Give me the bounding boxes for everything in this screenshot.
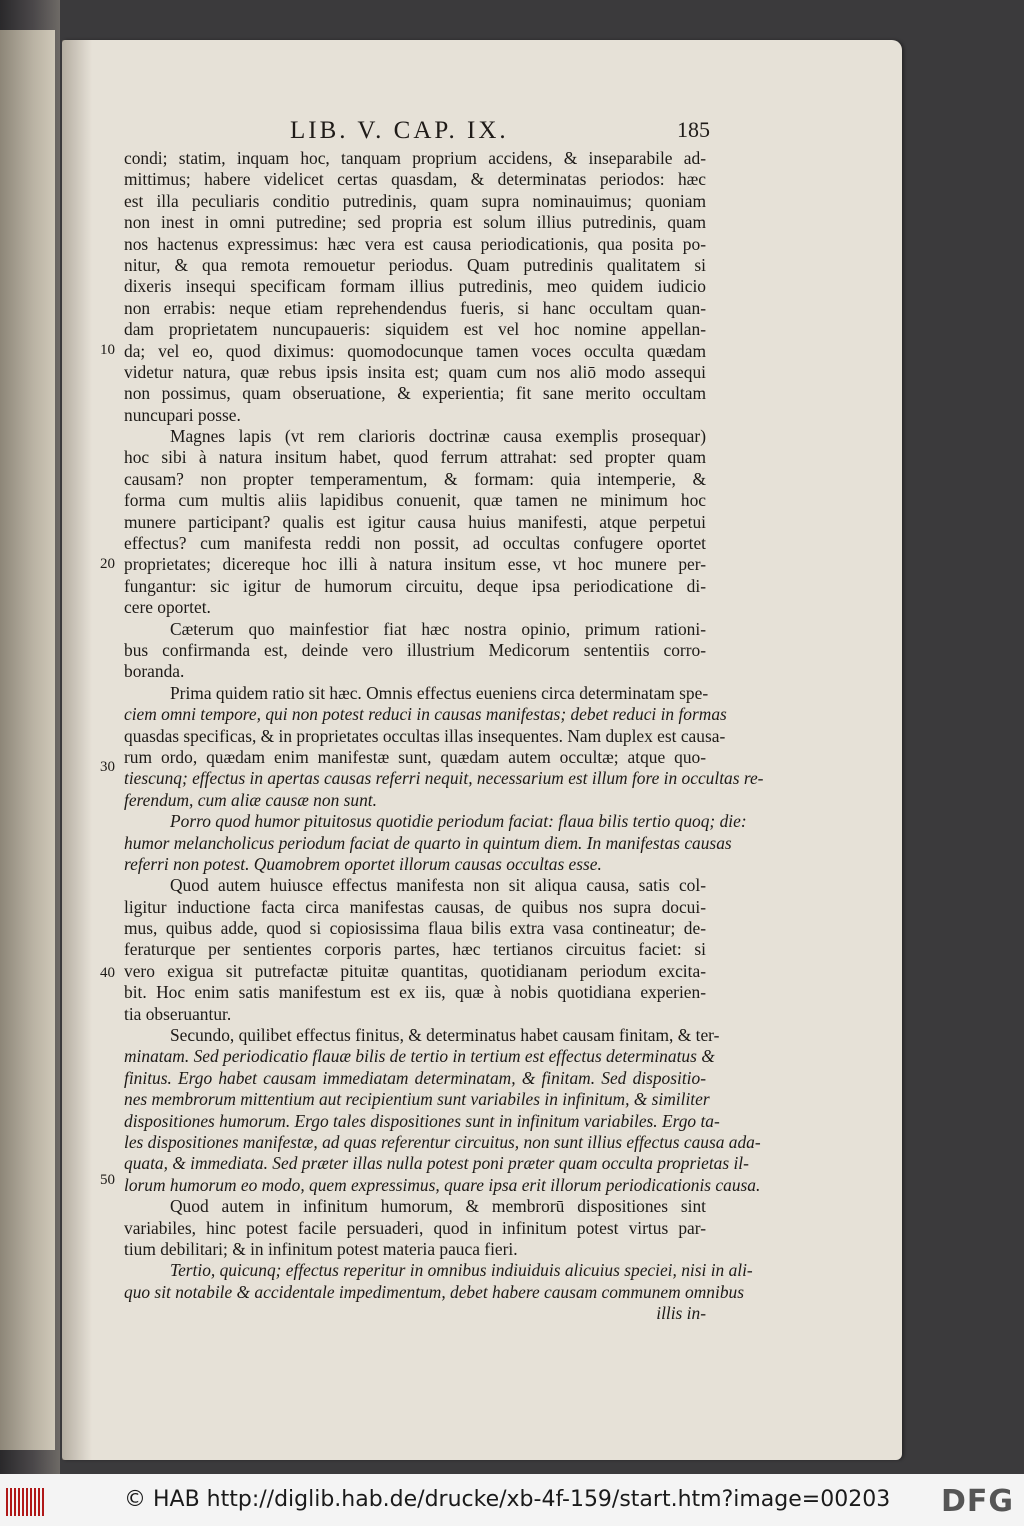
text-line: causam? non propter temperamentum, & formam: quia intemperie, & (124, 468, 706, 489)
text-line: vero exigua sit putrefactæ pituitæ quantitas, quotidianam periodum excita- (124, 960, 706, 981)
page-gutter-shadow (62, 40, 92, 1460)
text-line: effectus? cum manifesta reddi non possit, ad occultas confugere oportet (124, 533, 706, 554)
text-line: nos hactenus expressimus: hæc vera est causa periodicationis, qua posita po- (124, 233, 706, 254)
viewer-footer (0, 1474, 1024, 1526)
text-line: Porro quod humor pituitosus quotidie periodum faciat: flaua bilis tertio quoq; die: (170, 811, 747, 832)
text-line: non errabis: neque etiam reprehendendus fueris, si hanc occultam quan- (124, 297, 706, 318)
text-line: quo sit notabile & accidentale impedimentum, debet habere causam communem omnibus (124, 1281, 744, 1302)
text-line: minatam. Sed periodicatio flauæ bilis de tertio in tertium est effectus determinatus & (124, 1046, 715, 1067)
text-line: dam proprietatem nuncupaueris: siquidem est vel hoc nomine appellan- (124, 319, 706, 340)
text-line: Prima quidem ratio sit hæc. Omnis effectus eueniens circa determinatam spe- (170, 682, 709, 703)
text-line: bus confirmanda est, deinde vero illustrium Medicorum sententiis corro- (124, 639, 706, 660)
text-line: cere oportet. (124, 597, 211, 618)
line-number: 10 (100, 342, 115, 358)
copyright-url[interactable]: © HAB http://diglib.hab.de/drucke/xb-4f-159/start.htm?image=00203 (124, 1487, 891, 1512)
text-line: humor melancholicus periodum faciat de quarto in quintum diem. In manifestas causas (124, 832, 732, 853)
text-line: non inest in omni putredine; sed propria est solum illius putredinis, quam (124, 212, 706, 233)
text-line: Tertio, quicunq; effectus reperitur in omnibus indiuiduis alicuius speciei, nisi in ali- (170, 1260, 753, 1281)
text-line: forma cum multis aliis lapidibus conuenit, quæ tamen ne minimum hoc (124, 490, 706, 511)
text-line: Quod autem in infinitum humorum, & membrorū dispositiones sint (170, 1196, 706, 1217)
line-number: 20 (100, 556, 115, 572)
line-number: 50 (100, 1172, 115, 1188)
text-line: Secundo, quilibet effectus finitus, & determinatus habet causam finitam, & ter- (170, 1025, 720, 1046)
text-line: tia obseruantur. (124, 1003, 232, 1024)
text-line: ferendum, cum aliæ causæ non sunt. (124, 789, 377, 810)
text-line: les dispositiones manifestæ, ad quas referentur circuitus, non sunt illius effectus causa ada- (124, 1131, 761, 1152)
text-line: quasdas specificas, & in proprietates occultas illas insequentes. Nam duplex est causa- (124, 725, 726, 746)
dfg-logo: DFG (940, 1484, 1014, 1519)
text-line: finitus. Ergo habet causam immediatam determinatam, & finitam. Sed dispositio- (124, 1067, 706, 1088)
text-line: quata, & immediata. Sed præter illas nulla potest poni præter quam occulta proprietas il- (124, 1153, 749, 1174)
text-line: Quod autem huiusce effectus manifesta non sit aliqua causa, satis col- (170, 875, 706, 896)
barcode-icon (6, 1488, 46, 1516)
body-text (124, 148, 764, 1324)
running-head-title: LIB. V. CAP. IX. (290, 117, 509, 144)
text-line: non possimus, quam obseruatione, & experientia; fit sane merito occultam (124, 383, 706, 404)
text-line: rum ordo, quædam enim manifestæ sunt, quædam autem occultæ; atque quo- (124, 746, 706, 767)
text-line: mus, quibus adde, quod si copiosissima flaua bilis extra vasa contineatur; de- (124, 918, 706, 939)
text-line: videtur natura, quæ rebus ipsis insita est; quam cum nos aliō modo assequi (124, 361, 706, 382)
text-line: fungantur: sic igitur de humorum circuitu, deque ipsa periodicatione di- (124, 575, 706, 596)
text-line: tiescunq; effectus in apertas causas referri nequit, necessarium est illum fore in occultas re- (124, 768, 764, 789)
text-line: nitur, & qua remota remouetur periodus. Quam putredinis qualitatem si (124, 254, 706, 275)
text-line: boranda. (124, 661, 185, 682)
text-line: nuncupari posse. (124, 404, 241, 425)
text-line: Cæterum quo mainfestior fiat hæc nostra opinio, primum rationi- (170, 618, 706, 639)
text-line: munere participant? qualis est igitur causa huius manifesti, atque perpetui (124, 511, 706, 532)
text-line: referri non potest. Quamobrem oportet illorum causas occultas esse. (124, 853, 602, 874)
running-head (290, 117, 710, 145)
text-line: variabiles, hinc potest facile persuaderi, quod in infinitum potest virtus par- (124, 1217, 706, 1238)
text-line: da; vel eo, quod diximus: quomodocunque tamen voces occulta quædam (124, 340, 706, 361)
text-line: bit. Hoc enim satis manifestum est ex iis, quæ à nobis quotidiana experien- (124, 982, 706, 1003)
text-line: ligitur inductione facta circa manifestas causas, de quibus nos supra docui- (124, 896, 706, 917)
text-line: dixeris insequi specificam formam illius putredinis, meo quidem iudicio (124, 276, 706, 297)
line-number: 30 (100, 759, 115, 775)
text-line: nes membrorum mittentium aut recipientium sunt variabiles in infinitum, & similiter (124, 1089, 710, 1110)
page-number: 185 (677, 117, 710, 142)
text-line: dispositiones humorum. Ergo tales dispositiones sunt in infinitum variabiles. Ergo ta- (124, 1110, 720, 1131)
line-number: 40 (100, 965, 115, 981)
text-line: ciem omni tempore, qui non potest reduci in causas manifestas; debet reduci in formas (124, 704, 727, 725)
catchword: illis in- (656, 1303, 706, 1324)
text-line: Magnes lapis (vt rem clarioris doctrinæ causa exemplis prosequar) (170, 426, 706, 447)
text-line: hoc sibi à natura insitum habet, quod ferrum attrahat: sed propter quam (124, 447, 706, 468)
previous-page-edge (0, 30, 55, 1450)
text-line: est illa peculiaris conditio putredinis, quam supra nominauimus; quoniam (124, 190, 706, 211)
text-line: proprietates; dicereque hoc illi à natura insitum esse, vt hoc munere per- (124, 554, 706, 575)
text-line: tium debilitari; & in infinitum potest materia pauca fieri. (124, 1238, 518, 1259)
text-line: mittimus; habere videlicet certas quasdam, & determinatas periodos: hæc (124, 169, 706, 190)
text-line: condi; statim, inquam hoc, tanquam proprium accidens, & inseparabile ad- (124, 148, 706, 168)
text-line: feraturque per sentientes corporis partes, hæc tertianos circuitus faciet: si (124, 939, 706, 960)
text-line: lorum humorum eo modo, quem expressimus, quare ipsa erit illorum periodicationis causa. (124, 1174, 761, 1195)
